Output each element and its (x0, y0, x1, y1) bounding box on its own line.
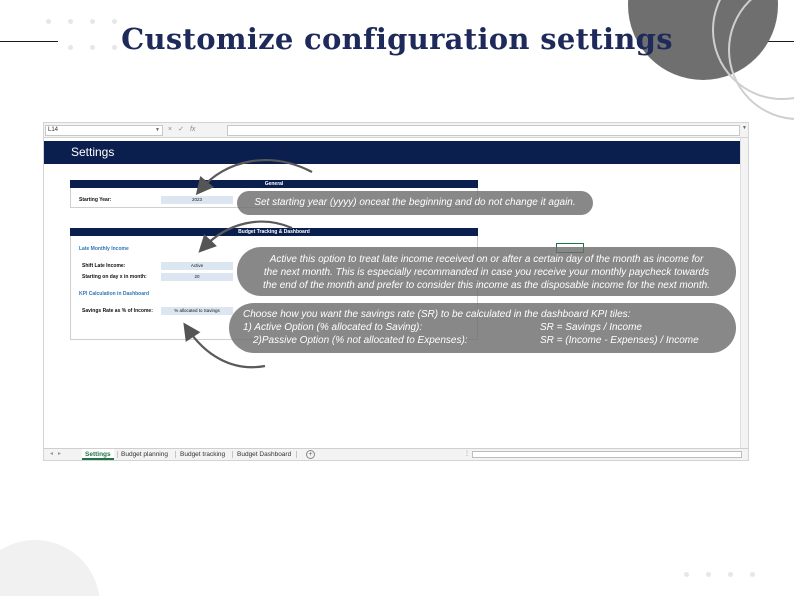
late-income-subheading: Late Monthly Income (79, 246, 129, 252)
option2-label: 2)Passive Option (% not allocated to Expenses): (253, 335, 468, 346)
annotation-line: the next month. This is especially recommanded in case you receive your monthly paycheck towards (263, 267, 710, 278)
settings-title: Settings (71, 145, 115, 159)
general-section-header: General (70, 180, 478, 188)
split-handle-icon[interactable]: ⋮ (464, 451, 470, 457)
option1-label: 1) Active Option (% allocated to Saving): (243, 322, 423, 333)
cancel-icon[interactable]: × (168, 126, 179, 133)
annotation-line: Choose how you want the savings rate (SR) to be calculated in the dashboard KPI tiles: (243, 309, 631, 320)
name-box-value: L14 (48, 127, 59, 133)
tab-budget-tracking[interactable]: Budget tracking (180, 451, 226, 458)
savings-rate-label: Savings Rate as % of Income: (82, 308, 153, 314)
annotation-line: the end of the month and prefer to consider this income as the disposable income for the next month. (263, 280, 710, 291)
savings-rate-field[interactable]: % allocated to Savings (161, 307, 233, 315)
option1-formula: SR = Savings / Income (540, 322, 642, 333)
starting-year-label: Starting Year: (79, 197, 112, 203)
starting-day-label: Starting on day x in month: (82, 274, 147, 280)
starting-year-field[interactable]: 2023 (161, 196, 233, 204)
tab-navigation-arrows[interactable]: ◂▸ (50, 451, 67, 457)
function-icon[interactable]: fx (189, 126, 196, 133)
tab-settings[interactable]: Settings (82, 449, 114, 460)
add-sheet-icon[interactable]: + (306, 450, 315, 459)
chevron-down-icon[interactable]: ▼ (742, 125, 747, 131)
arrow-starting-year (200, 160, 312, 190)
page-title: Customize configuration settings (121, 22, 673, 56)
enter-icon[interactable]: ✓ (178, 126, 190, 133)
tab-budget-dashboard[interactable]: Budget Dashboard (237, 451, 292, 458)
shift-late-income-label: Shift Late Income: (82, 263, 126, 269)
annotation-late-income (237, 247, 736, 296)
starting-day-field[interactable]: 20 (161, 273, 233, 281)
arrow-late-income (203, 222, 292, 248)
kpi-calculation-subheading: KPI Calculation in Dashboard (79, 291, 150, 297)
annotation-savings-rate (229, 303, 736, 353)
chevron-down-icon[interactable]: ▼ (155, 127, 160, 133)
annotation-line: Active this option to treat late income received on or after a certain day of the month as income for (269, 254, 704, 265)
annotation-starting-year: Set starting year (yyyy) onceat the beginning and do not change it again. (237, 191, 593, 215)
shift-late-income-field[interactable]: Active (161, 262, 233, 270)
budget-tracking-section-header: Budget Tracking & Dashboard (70, 228, 478, 236)
option2-formula: SR = (Income - Expenses) / Income (540, 335, 699, 346)
tab-budget-planning[interactable]: Budget planning (121, 451, 168, 458)
